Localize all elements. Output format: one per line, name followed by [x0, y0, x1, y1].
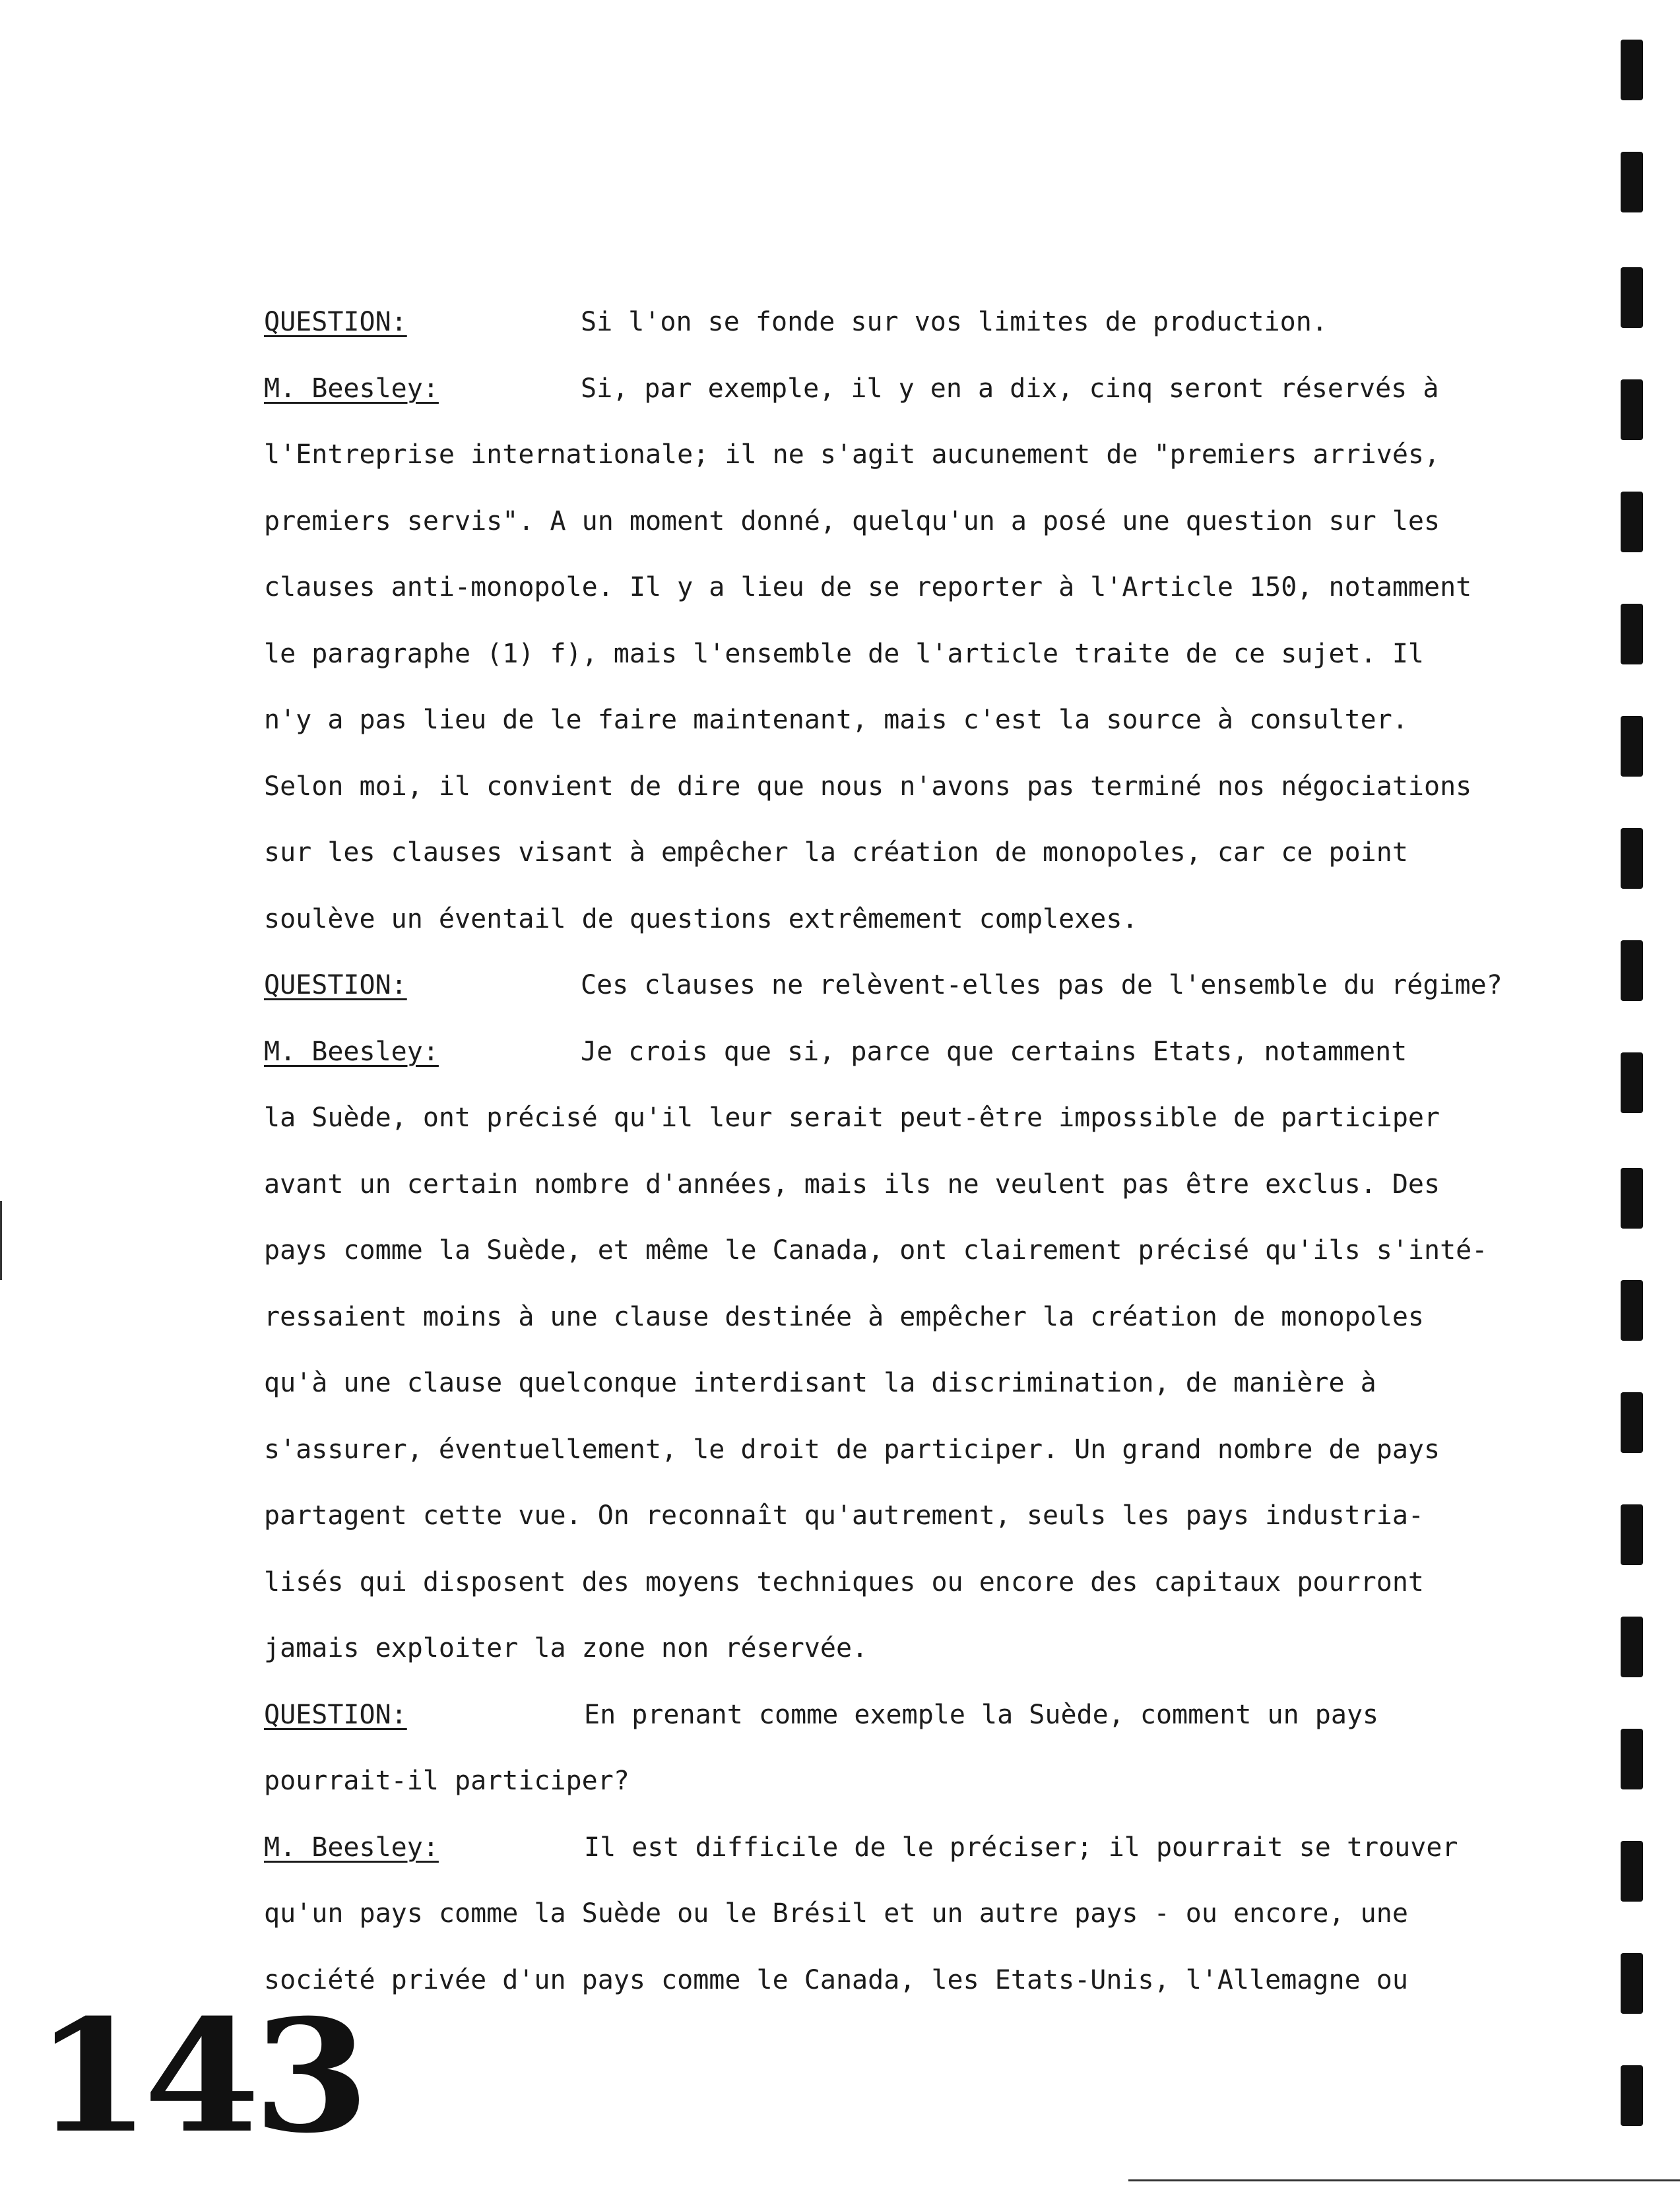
transcript-line	[264, 886, 1557, 953]
binding-mark	[1621, 716, 1643, 777]
transcript-line	[264, 1085, 1557, 1151]
line-text: soulève un éventail de questions extrêmement complexes.	[264, 903, 1138, 934]
line-text: Il est difficile de le préciser; il pourrait se trouver	[584, 1832, 1458, 1863]
line-text: Si, par exemple, il y en a dix, cinq seront réservés à	[581, 373, 1439, 404]
line-text: Ces clauses ne relèvent-elles pas de l'ensemble du régime?	[581, 970, 1502, 1000]
binding-mark	[1621, 1392, 1643, 1453]
binding-mark	[1621, 1953, 1643, 2014]
binding-mark	[1621, 492, 1643, 552]
transcript-line	[264, 1881, 1557, 1947]
binding-mark	[1621, 604, 1643, 664]
scan-edge-line	[1128, 2179, 1680, 2181]
transcript-line	[264, 1217, 1557, 1284]
transcript-line	[264, 1549, 1557, 1616]
transcript-line	[264, 1947, 1557, 2014]
line-text: Si l'on se fonde sur vos limites de production.	[581, 307, 1328, 337]
transcript-line	[264, 1748, 1557, 1815]
line-text: Je crois que si, parce que certains Etats, notamment	[581, 1036, 1407, 1067]
line-text: qu'à une clause quelconque interdisant la discrimination, de manière à	[264, 1368, 1376, 1398]
line-text: jamais exploiter la zone non réservée.	[264, 1633, 868, 1663]
binding-mark	[1621, 1729, 1643, 1789]
speaker-label: M. Beesley:	[264, 1036, 439, 1067]
line-text: n'y a pas lieu de le faire maintenant, mais c'est la source à consulter.	[264, 705, 1408, 735]
binding-mark	[1621, 1280, 1643, 1341]
page-number: 143	[34, 1985, 363, 2168]
transcript-line	[264, 422, 1557, 488]
line-text: partagent cette vue. On reconnaît qu'autrement, seuls les pays industria-	[264, 1500, 1424, 1531]
line-text: sur les clauses visant à empêcher la création de monopoles, car ce point	[264, 837, 1408, 868]
line-text: Selon moi, il convient de dire que nous n'avons pas terminé nos négociations	[264, 771, 1472, 802]
line-text: pays comme la Suède, et même le Canada, ont clairement précisé qu'ils s'inté-	[264, 1235, 1488, 1266]
speaker-label: QUESTION:	[264, 1699, 407, 1730]
transcript-line	[264, 621, 1557, 688]
binding-mark	[1621, 1617, 1643, 1677]
binding-mark	[1621, 1841, 1643, 1902]
line-text: En prenant comme exemple la Suède, comment un pays	[584, 1699, 1379, 1730]
transcript-line	[264, 820, 1557, 886]
line-text: la Suède, ont précisé qu'il leur serait peut-être impossible de participer	[264, 1103, 1440, 1133]
binding-mark	[1621, 2065, 1643, 2126]
transcript-line	[264, 1417, 1557, 1483]
line-text: pourrait-il participer?	[264, 1766, 630, 1796]
speaker-label: M. Beesley:	[264, 1832, 439, 1863]
transcript-line	[264, 1483, 1557, 1549]
binding-mark	[1621, 1168, 1643, 1229]
line-text: l'Entreprise internationale; il ne s'agit aucunement de "premiers arrivés,	[264, 439, 1440, 470]
transcript-line	[264, 754, 1557, 820]
speaker-label: QUESTION:	[264, 970, 407, 1000]
speaker-label: M. Beesley:	[264, 373, 439, 404]
transcript-line	[264, 289, 1557, 356]
line-text: ressaient moins à une clause destinée à empêcher la création de monopoles	[264, 1301, 1424, 1332]
speaker-label: QUESTION:	[264, 307, 407, 337]
transcript-line	[264, 687, 1557, 754]
line-text: lisés qui disposent des moyens techniques ou encore des capitaux pourront	[264, 1566, 1424, 1597]
transcript-line	[264, 1615, 1557, 1682]
binding-mark	[1621, 940, 1643, 1001]
binding-mark	[1621, 40, 1643, 100]
line-text: société privée d'un pays comme le Canada, les Etats-Unis, l'Allemagne ou	[264, 1964, 1408, 1995]
transcript-line	[264, 1350, 1557, 1417]
binding-mark	[1621, 267, 1643, 328]
transcript-body	[264, 289, 1557, 2013]
transcript-line	[264, 952, 1557, 1019]
transcript-line	[264, 488, 1557, 555]
transcript-line	[264, 1682, 1557, 1749]
line-text: clauses anti-monopole. Il y a lieu de se reporter à l'Article 150, notamment	[264, 572, 1472, 602]
binding-mark	[1621, 828, 1643, 889]
transcript-line	[264, 1151, 1557, 1218]
line-text: qu'un pays comme la Suède ou le Brésil et un autre pays - ou encore, une	[264, 1898, 1408, 1929]
line-text: avant un certain nombre d'années, mais ils ne veulent pas être exclus. Des	[264, 1169, 1440, 1200]
transcript-line	[264, 1284, 1557, 1351]
transcript-line	[264, 356, 1557, 422]
transcript-line	[264, 1815, 1557, 1881]
transcript-line	[264, 554, 1557, 621]
binding-mark	[1621, 1052, 1643, 1113]
scan-edge-mark	[0, 1201, 2, 1280]
line-text: premiers servis". A un moment donné, quelqu'un a posé une question sur les	[264, 505, 1440, 536]
binding-mark	[1621, 152, 1643, 212]
line-text: s'assurer, éventuellement, le droit de participer. Un grand nombre de pays	[264, 1434, 1440, 1465]
binding-mark	[1621, 379, 1643, 440]
line-text: le paragraphe (1) f), mais l'ensemble de l'article traite de ce sujet. Il	[264, 638, 1424, 669]
binding-marks	[1621, 40, 1647, 2151]
transcript-line	[264, 1019, 1557, 1085]
binding-mark	[1621, 1504, 1643, 1565]
